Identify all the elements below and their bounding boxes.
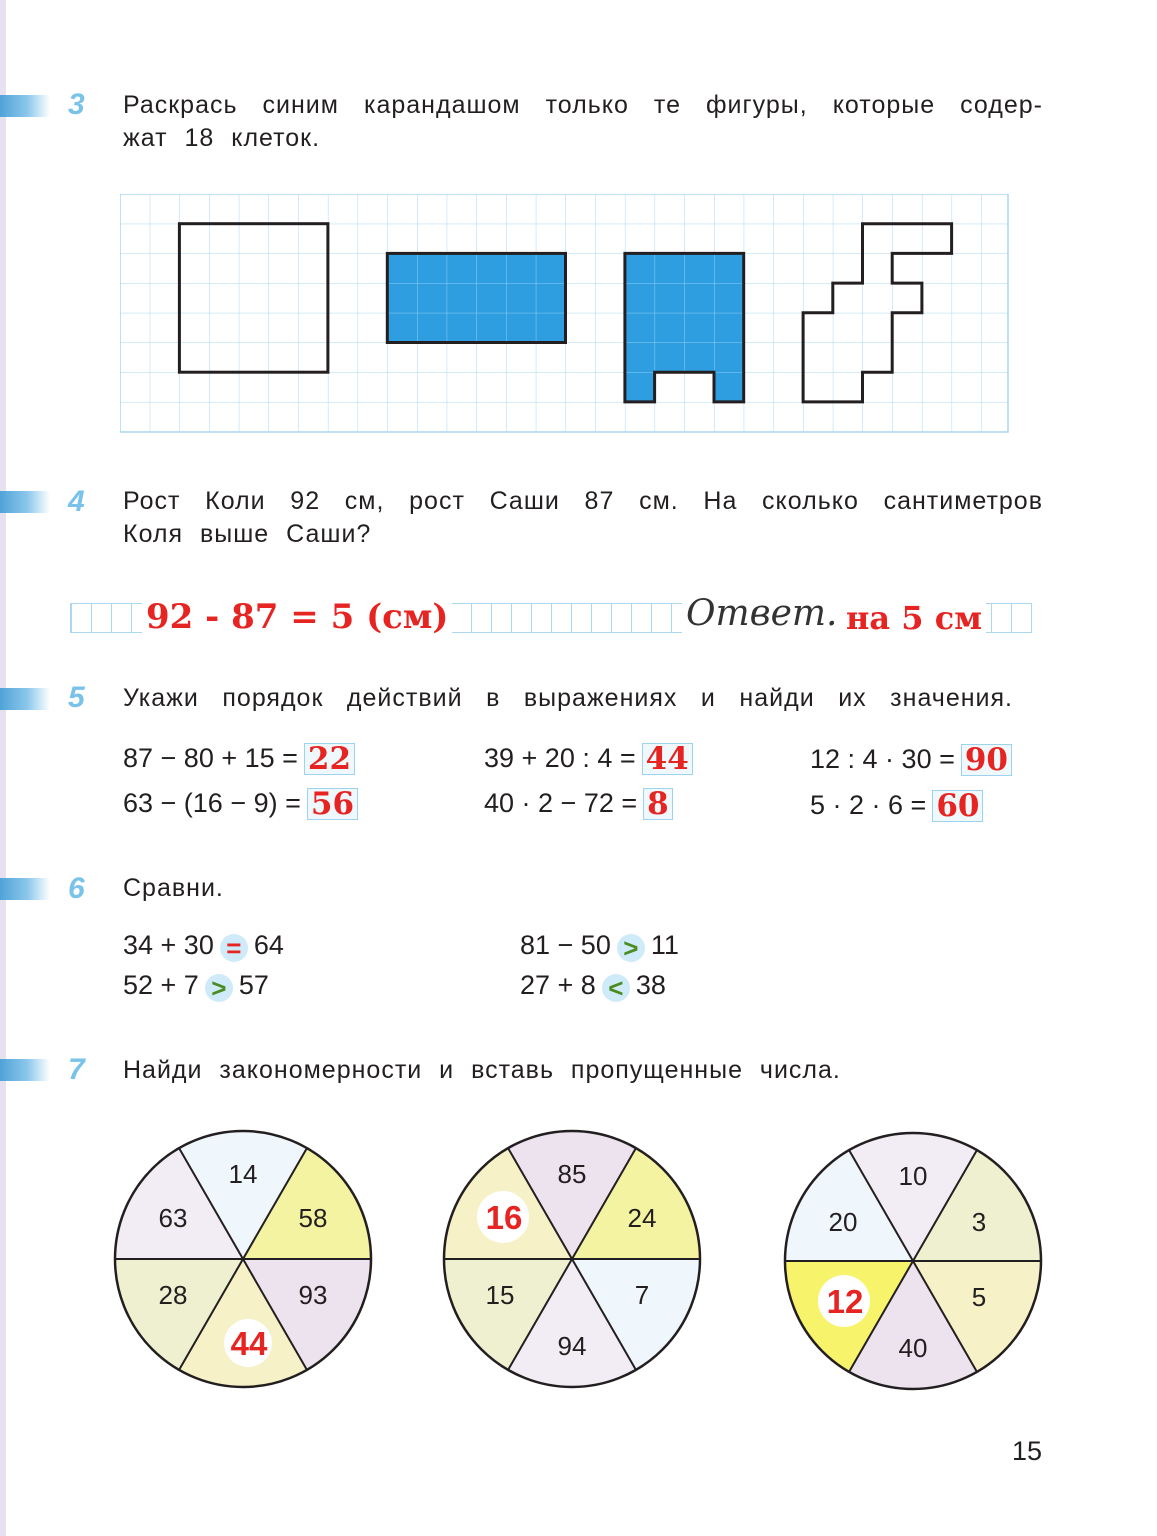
task-6-number: 6 xyxy=(68,872,85,905)
expression-row xyxy=(123,740,355,776)
figure-rectangle-blue xyxy=(387,253,565,342)
comparison-right: 11 xyxy=(650,930,679,960)
sector-value: 3 xyxy=(971,1207,987,1237)
expression-text: 87 − 80 + 15 = xyxy=(123,743,298,773)
task-3-line-2: жат 18 клеток. xyxy=(123,124,321,152)
expression-row xyxy=(123,785,358,821)
task-7-marker xyxy=(0,1059,50,1081)
sector-value: 28 xyxy=(158,1280,188,1310)
answer-box[interactable]: 22 xyxy=(304,743,355,775)
task-5-marker xyxy=(0,688,50,710)
task-3-text xyxy=(123,89,1043,155)
task-4-line-1: Рост Коли 92 см, рост Саши 87 см. На сколько сантиметров xyxy=(123,487,1043,515)
sector-value: 15 xyxy=(485,1280,515,1310)
task-4-marker xyxy=(0,491,50,513)
expression-row xyxy=(810,741,1012,777)
sector-value-handwritten[interactable]: 12 xyxy=(826,1283,864,1320)
task-4-number: 4 xyxy=(68,485,85,518)
sector-value: 40 xyxy=(898,1333,928,1363)
sector-value: 7 xyxy=(634,1280,650,1310)
expression-text: 12 : 4 · 30 = xyxy=(810,744,955,774)
expression-text: 40 · 2 − 72 = xyxy=(484,788,638,818)
expression-text: 63 − (16 − 9) = xyxy=(123,788,301,818)
task-3-grid-figure xyxy=(120,194,1011,436)
comparison-sign[interactable]: > xyxy=(205,974,233,1002)
task-4-answer-label: Ответ. xyxy=(682,593,842,634)
sector-value: 85 xyxy=(557,1159,587,1189)
sector-value: 14 xyxy=(228,1159,258,1189)
comparison-row xyxy=(520,927,679,963)
pattern-circle-3 xyxy=(783,1131,1043,1391)
comparison-row xyxy=(520,967,666,1003)
comparison-left: 52 + 7 xyxy=(123,970,199,1000)
sector-value: 93 xyxy=(298,1280,328,1310)
task-6-marker xyxy=(0,878,50,900)
comparison-row xyxy=(123,967,269,1003)
sector-value-handwritten[interactable]: 44 xyxy=(230,1325,268,1362)
task-4-solution: 92 - 87 = 5 (см) xyxy=(142,597,452,637)
comparison-left: 27 + 8 xyxy=(520,970,596,1000)
task-3-marker xyxy=(0,95,50,117)
answer-box[interactable]: 60 xyxy=(932,790,983,822)
sector-value-handwritten[interactable]: 16 xyxy=(485,1199,523,1236)
pattern-circle-2 xyxy=(442,1129,702,1389)
answer-box[interactable]: 90 xyxy=(961,744,1012,776)
task-7-number: 7 xyxy=(68,1053,85,1086)
expression-text: 5 · 2 · 6 = xyxy=(810,790,927,820)
comparison-left: 81 − 50 xyxy=(520,930,611,960)
comparison-row xyxy=(123,927,284,963)
task-5-number: 5 xyxy=(68,681,85,714)
sector-value: 63 xyxy=(158,1203,188,1233)
task-4-text xyxy=(123,485,1043,551)
comparison-left: 34 + 30 xyxy=(123,930,214,960)
expression-row xyxy=(484,740,693,776)
answer-box[interactable]: 44 xyxy=(642,743,693,775)
comparison-right: 38 xyxy=(635,970,666,1000)
sector-value: 5 xyxy=(971,1282,987,1312)
task-5-text: Укажи порядок действий в выражениях и найди их значения. xyxy=(123,684,1013,712)
expression-row xyxy=(810,787,983,823)
sector-value: 24 xyxy=(627,1203,657,1233)
task-4-line-2: Коля выше Саши? xyxy=(123,520,372,548)
expression-text: 39 + 20 : 4 = xyxy=(484,743,636,773)
comparison-sign[interactable]: < xyxy=(602,974,630,1002)
expression-row xyxy=(484,785,673,821)
page-left-edge xyxy=(0,0,6,1536)
task-4-answer: на 5 см xyxy=(842,599,986,637)
sector-value: 10 xyxy=(898,1161,928,1191)
sector-value: 94 xyxy=(557,1331,587,1361)
sector-value: 58 xyxy=(298,1203,328,1233)
task-6-text: Сравни. xyxy=(123,874,224,902)
comparison-sign[interactable]: > xyxy=(617,934,645,962)
pattern-circle-1 xyxy=(113,1129,373,1389)
task-3-number: 3 xyxy=(68,88,85,121)
page-number: 15 xyxy=(1012,1436,1043,1466)
comparison-right: 57 xyxy=(238,970,269,1000)
comparison-sign[interactable]: = xyxy=(220,934,248,962)
answer-box[interactable]: 56 xyxy=(307,788,358,820)
task-3-line-1: Раскрась синим карандашом только те фигуры, которые содер- xyxy=(123,91,1043,119)
sector-value: 20 xyxy=(828,1207,858,1237)
comparison-right: 64 xyxy=(253,930,284,960)
answer-box[interactable]: 8 xyxy=(643,788,673,820)
task-7-text: Найди закономерности и вставь пропущенные числа. xyxy=(123,1056,841,1084)
